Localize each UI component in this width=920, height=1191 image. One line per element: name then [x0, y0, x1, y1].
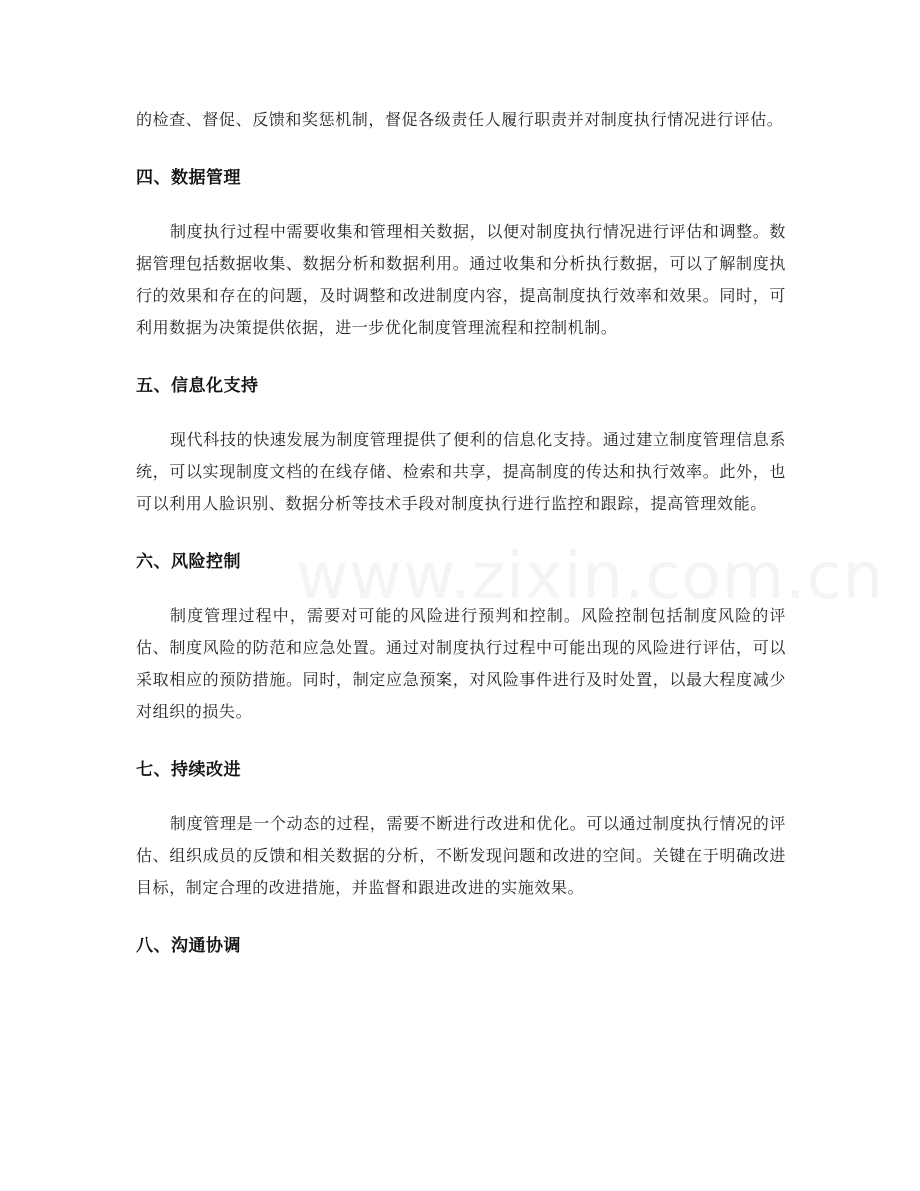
section-paragraph-data-management: 制度执行过程中需要收集和管理相关数据，以便对制度执行情况进行评估和调整。数据管理包括数据收集、数据分析和数据利用。通过收集和分析执行数据，可以了解制度执行的效果和存在的问题，及时调整和改进制度内容，提高制度执行效率和效果。同时，可利用数据为决策提供依据，进一步优化制度管理流程和控制机制。	[136, 222, 786, 337]
section-heading-informatization: 五、信息化支持	[136, 376, 259, 396]
section-paragraph-informatization: 现代科技的快速发展为制度管理提供了便利的信息化支持。通过建立制度管理信息系统，可以实现制度文档的在线存储、检索和共享，提高制度的传达和执行效率。此外，也可以利用人脸识别、数据分析等技术手段对制度执行进行监控和跟踪，提高管理效能。	[136, 430, 786, 513]
spacer	[136, 786, 786, 808]
spacer	[136, 344, 786, 370]
document-body	[136, 104, 786, 962]
section-heading-communication: 八、沟通协调	[136, 936, 241, 956]
section-paragraph-risk-control: 制度管理过程中，需要对可能的风险进行预判和控制。风险控制包括制度风险的评估、制度风险的防范和应急处置。通过对制度执行过程中可能出现的风险进行评估，可以采取相应的预防措施。同时，制定应急预案，对风险事件进行及时处置，以最大程度减少对组织的损失。	[136, 606, 786, 721]
spacer	[136, 520, 786, 546]
section-heading-data-management: 四、数据管理	[136, 168, 241, 188]
spacer	[136, 578, 786, 600]
spacer	[136, 728, 786, 754]
spacer	[136, 136, 786, 162]
spacer	[136, 194, 786, 216]
section-paragraph-continuous-improvement: 制度管理是一个动态的过程，需要不断进行改进和优化。可以通过制度执行情况的评估、组织成员的反馈和相关数据的分析，不断发现问题和改进的空间。关键在于明确改进目标，制定合理的改进措施，并监督和跟进改进的实施效果。	[136, 814, 786, 897]
spacer	[136, 904, 786, 930]
section-heading-risk-control: 六、风险控制	[136, 552, 241, 572]
spacer	[136, 402, 786, 424]
section-heading-continuous-improvement: 七、持续改进	[136, 760, 241, 780]
intro-paragraph: 的检查、督促、反馈和奖惩机制，督促各级责任人履行职责并对制度执行情况进行评估。	[136, 110, 784, 129]
